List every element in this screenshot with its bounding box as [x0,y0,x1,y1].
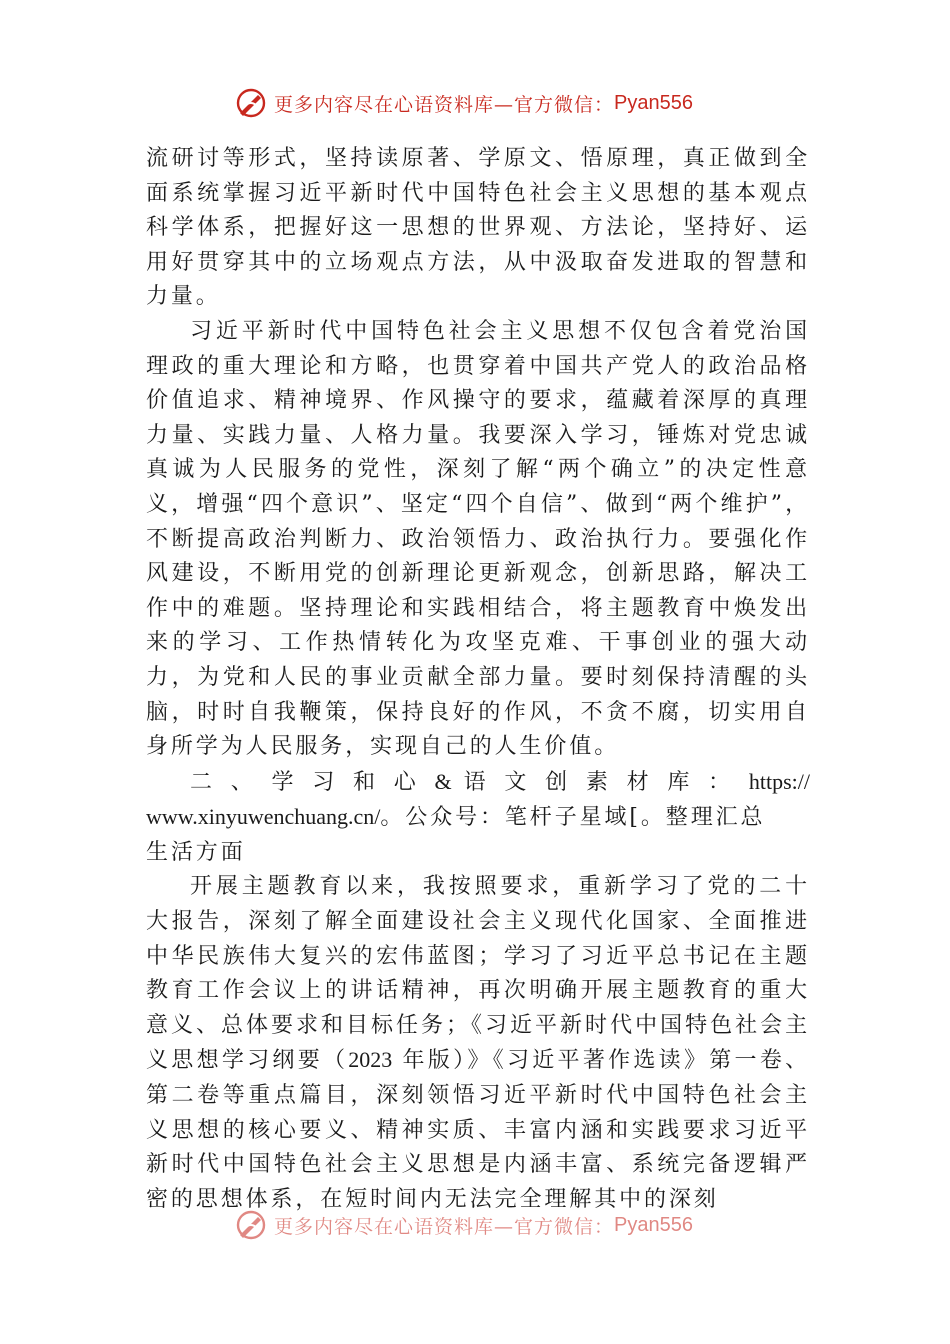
footer-banner-id: Pyan556 [614,1213,693,1236]
paragraph-2: 习近平新时代中国特色社会主义思想不仅包含着党治国理政的重大理论和方略，也贯穿着中国共产党人的政治品格价值追求、精神境界、作风操守的要求，蕴藏着深厚的真理力量、实践力量、人格力量。我要深入学习，锤炼对党忠诚真诚为人民服务的党性，深刻了解“两个确立”的决定性意义，增强“四个意识”、坚定“四个自信”、做到“两个维护”，不断提高政治判断力、政治领悟力、政治执行力。要强化作风建设，不断用党的创新理论更新观念，创新思路，解决工作中的难题。坚持理论和实践相结合，将主题教育中焕发出来的学习、工作热情转化为攻坚克难、干事创业的强大动力，为党和人民的事业贡献全部力量。要时刻保持清醒的头脑，时时自我鞭策，保持良好的作风，不贪不腐，切实用自身所学为人民服务，实现自己的人生价值。 [146,318,810,760]
paragraph-3-part-a: 开展主题教育以来，我按照要求，重新学习了党的二十大报告，深刻了解全面建设社会主义现代化国家、全面推进中华民族伟大复兴的宏伟蓝图；学习了习近平总书记在主题教育工作会议上的讲话精神，再次明确开展主题教育的重大意义、总体要求和目标任务；《习近平新时代中国特色社会主义思想学习纲要（ [146,874,810,1074]
paragraph-3-part-b: 年版）》《习近平著作选读》第一卷、第二卷等重点篇目，深刻领悟习近平新时代中国特色社会主义思想的核心要义、精神实质、丰富内涵和实践要求习近平新时代中国特色社会主义思想是内涵丰富、系统完备逻辑严密的思想体系，在短时间内无法完全理解其中的深刻 [146,1048,810,1212]
pen-logo-icon [234,1208,268,1242]
section-heading-line-2 [146,800,810,836]
section-heading-text: 二 、 学 习 和 心 & 语 文 创 素 材 库 ： https:// [190,768,810,794]
footer-banner-text: 更多内容尽在心语资料库—官方微信： [274,1215,615,1238]
header-banner [234,86,693,120]
section-heading-line-1 [146,765,810,801]
source-url-link[interactable]: www.xinyuwenchuang.cn/ [146,804,381,830]
paragraph-3 [146,870,810,1217]
paragraph-1: 流研讨等形式，坚持读原著、学原文、悟原理，真正做到全面系统掌握习近平新时代中国特色社会主义思想的基本观点科学体系，把握好这一思想的世界观、方法论，坚持好、运用好贯穿其中的立场观点方法，从中汲取奋发进取的智慧和力量。 [146,146,810,310]
pen-logo-icon [234,86,268,120]
header-banner-text: 更多内容尽在心语资料库—官方微信： [274,93,615,116]
section-heading-rest: 。公众号：笔杆子星域[。整理汇总 [380,805,766,831]
footer-banner [234,1210,693,1240]
paragraph-3-year: 2023 [348,1047,393,1073]
header-banner-id: Pyan556 [614,91,693,114]
document-body [146,142,810,1217]
section-heading-tail: 生活方面 [146,839,246,865]
